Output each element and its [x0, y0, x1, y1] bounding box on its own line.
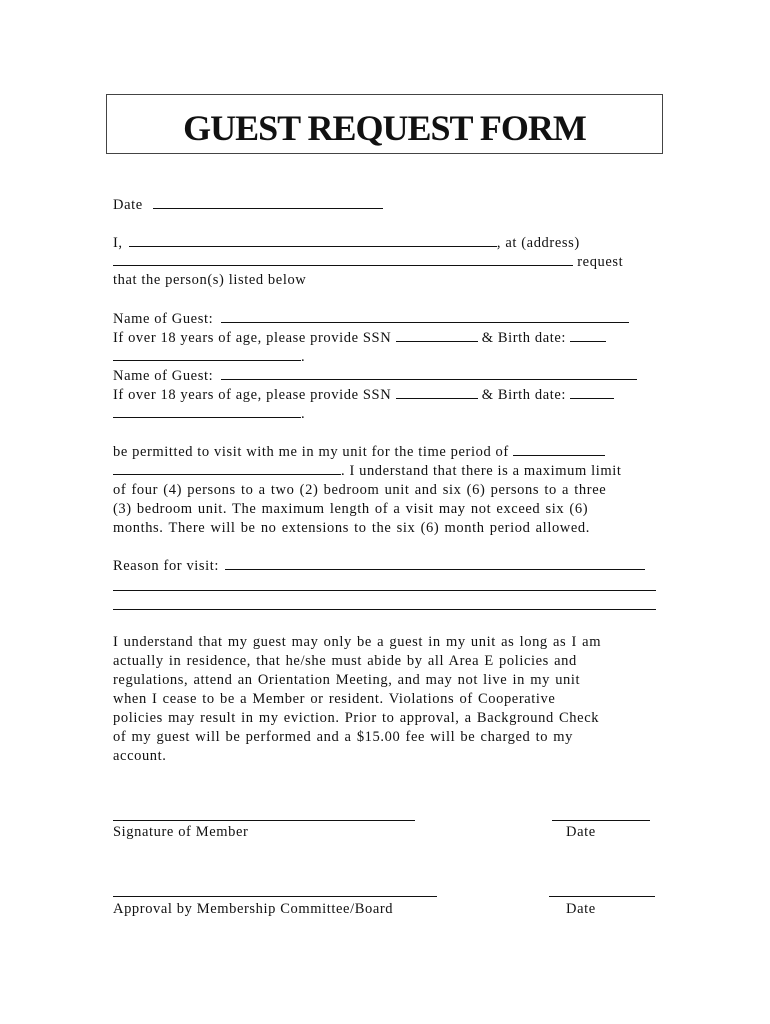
member-signature-field[interactable] [113, 820, 415, 821]
guest-1-period: . [301, 349, 306, 365]
reason-line [113, 557, 645, 575]
request-label: request [577, 254, 624, 270]
title-box [106, 94, 663, 154]
reason-label: Reason for visit: [113, 558, 220, 574]
permission-line-4: (3) bedroom unit. The maximum length of a visit may not exceed six (6) [113, 501, 589, 517]
date-line [113, 196, 383, 214]
guest-2-birth-field[interactable] [570, 386, 614, 399]
guest-1-ssn-line [113, 329, 606, 347]
approval-signature-label: Approval by Membership Committee/Board [113, 901, 394, 917]
date-label: Date [113, 197, 143, 213]
guest-2-ssn-text: If over 18 years of age, please provide SSN [113, 387, 392, 403]
guest-1-name-label: Name of Guest: [113, 311, 214, 327]
guest-2-ssn-field[interactable] [396, 386, 478, 399]
agreement-line-4: when I cease to be a Member or resident. Violations of Cooperative [113, 691, 556, 707]
member-date-field[interactable] [552, 820, 650, 821]
reason-line-2[interactable] [113, 590, 656, 591]
permission-line-1 [113, 443, 605, 461]
agreement-line-3: regulations, attend an Orientation Meeting, and may not live in my unit [113, 672, 581, 688]
guest-1-birth-label: & Birth date: [481, 330, 567, 346]
permission-line-5: months. There will be no extensions to the six (6) month period allowed. [113, 520, 590, 536]
permission-text-2: . I understand that there is a maximum limit [341, 463, 622, 479]
agreement-line-5: policies may result in my eviction. Prior to approval, a Background Check [113, 710, 600, 726]
guest-2-birth-label: & Birth date: [481, 387, 567, 403]
guest-1-birth-field-cont[interactable] [113, 348, 301, 361]
address-label: , at (address) [496, 235, 580, 251]
i-label: I, [113, 235, 123, 251]
permission-line-3: of four (4) persons to a two (2) bedroom unit and six (6) persons to a three [113, 482, 607, 498]
time-period-field[interactable] [513, 443, 605, 456]
agreement-line-7: account. [113, 748, 167, 764]
guest-2-birth-continuation [113, 405, 305, 423]
guest-2-name-line [113, 367, 637, 385]
address-field[interactable] [113, 253, 573, 266]
date-field[interactable] [153, 196, 383, 209]
guest-2-name-label: Name of Guest: [113, 368, 214, 384]
form-title: GUEST REQUEST FORM [183, 108, 586, 148]
member-signature-label: Signature of Member [113, 824, 249, 840]
guest-2-name-field[interactable] [221, 367, 637, 380]
guest-1-birth-field[interactable] [570, 329, 606, 342]
guest-1-birth-continuation [113, 348, 305, 366]
guest-2-period: . [301, 406, 306, 422]
intro-line-1 [113, 234, 580, 252]
approval-signature-field[interactable] [113, 896, 437, 897]
guest-1-name-line [113, 310, 629, 328]
intro-line-2 [113, 253, 623, 271]
intro-line-3: that the person(s) listed below [113, 272, 307, 288]
guest-2-birth-field-cont[interactable] [113, 405, 301, 418]
guest-1-name-field[interactable] [221, 310, 629, 323]
approval-date-label: Date [566, 901, 596, 917]
permission-text-1: be permitted to visit with me in my unit for the time period of [113, 444, 509, 460]
permission-line-2 [113, 462, 622, 480]
reason-field[interactable] [225, 557, 645, 570]
time-period-field-cont[interactable] [113, 462, 341, 475]
guest-1-ssn-text: If over 18 years of age, please provide SSN [113, 330, 392, 346]
reason-line-3[interactable] [113, 609, 656, 610]
agreement-line-1: I understand that my guest may only be a guest in my unit as long as I am [113, 634, 602, 650]
agreement-line-6: of my guest will be performed and a $15.00 fee will be charged to my [113, 729, 574, 745]
member-name-field[interactable] [129, 234, 497, 247]
approval-date-field[interactable] [549, 896, 655, 897]
member-date-label: Date [566, 824, 596, 840]
agreement-line-2: actually in residence, that he/she must abide by all Area E policies and [113, 653, 577, 669]
guest-1-ssn-field[interactable] [396, 329, 478, 342]
guest-2-ssn-line [113, 386, 614, 404]
